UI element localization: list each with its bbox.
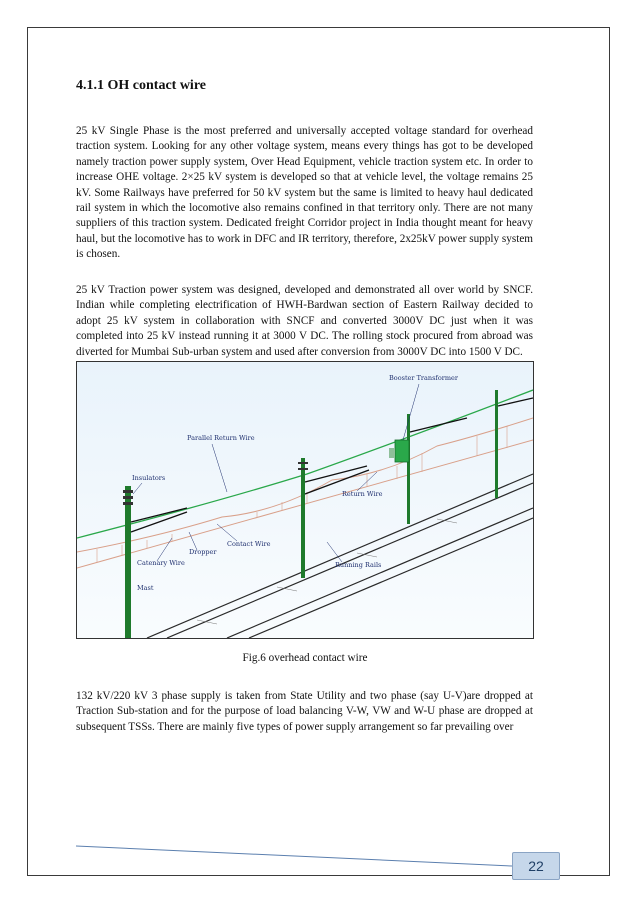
paragraph-1: 25 kV Single Phase is the most preferred and universally accepted voltage standard for overhead traction system. Looking for any other voltage system, means every things has got to be developed namely traction power supply system, Over Head Equipment, vehicle traction system etc. In order to increase OHE voltage. 2×25 kV system is developed so that at vehicle level, the voltage remains 25 kV. Some Railways have preferred for 50 kV system but the same is limited to heavy haul dedicated rail system in which the locomotive also remains confined in that territory only. There are not many suppliers of this traction system. Dedicated freight Corridor project in India thought meant for heavy haul, but the locomotive has to work in DFC and IR territory, therefore, 2x25kV power supply system is chosen.: [76, 125, 533, 261]
ohe-illustration: [77, 362, 533, 638]
label-return-wire: Return Wire: [342, 490, 383, 498]
label-booster: Booster Transformer: [389, 374, 458, 382]
label-contact-wire: Contact Wire: [227, 540, 271, 548]
label-parallel: Parallel Return Wire: [187, 434, 255, 442]
mast-4: [495, 390, 498, 498]
overhead-contact-wire-figure: [76, 361, 534, 639]
mast-1: [125, 486, 131, 638]
figure-caption: Fig.6 overhead contact wire: [242, 652, 368, 664]
section-heading: 4.1.1 OH contact wire: [76, 78, 206, 93]
label-catenary: Catenary Wire: [137, 559, 185, 567]
paragraph-2: 25 kV Traction power system was designed, developed and demonstrated all over world by SNCF. Indian while completing electrification of HWH-Bardwan section of Eastern Railway decided to adopt 25 kV system in collaboration with SNCF and converted 3000V DC just when it was completed into 25 kV instead running it at 3000 V DC. The rolling stock procured from abroad was diverted for Mumbai Sub-urban system and used after conversion from 3000V DC into 1500 V DC.: [76, 284, 533, 358]
booster-transformer-side: [389, 448, 395, 458]
booster-transformer: [395, 440, 409, 462]
label-mast: Mast: [137, 584, 154, 592]
label-dropper: Dropper: [189, 548, 217, 556]
mast-3: [407, 414, 410, 524]
paragraph-3: 132 kV/220 kV 3 phase supply is taken from State Utility and two phase (say U-V)are dropped at Traction Sub-station and for the purpose of load balancing V-W, VW and W-U phase are dropped at subsequent TSSs. There are mainly five types of power supply arrangement so far prevailing over: [76, 690, 533, 733]
label-running-rails: Running Rails: [335, 561, 382, 569]
page-number: 22: [512, 852, 560, 880]
label-insulators: Insulators: [132, 474, 166, 482]
mast-2: [301, 458, 305, 578]
